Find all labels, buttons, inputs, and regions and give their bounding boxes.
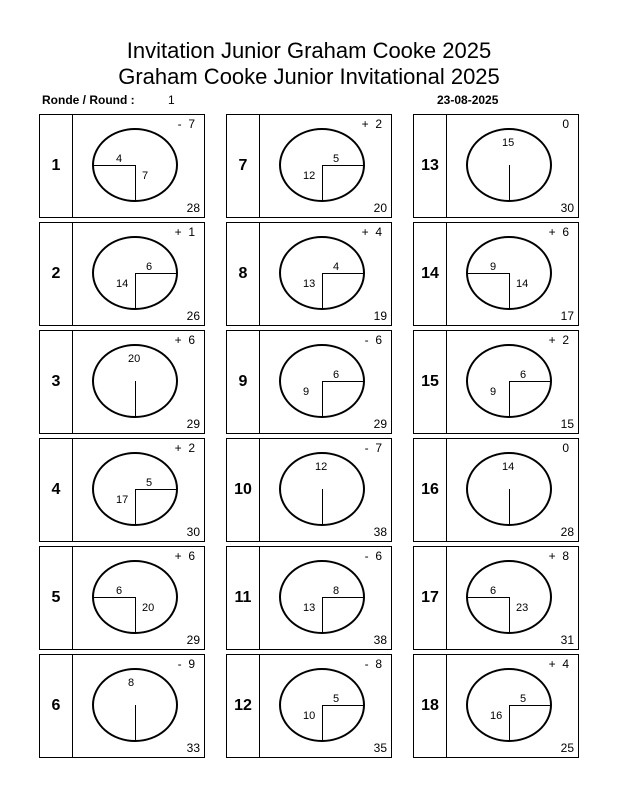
pin-side-distance: 13 (303, 278, 316, 290)
hole-number: 12 (227, 655, 260, 757)
pin-front-distance: 4 (116, 153, 123, 165)
pin-front-distance: 20 (128, 353, 141, 365)
pin-front-distance: 14 (502, 461, 515, 473)
score-to-par: + 4 (361, 225, 382, 239)
total-score: 15 (560, 417, 574, 431)
hole-card-8 (226, 222, 392, 326)
pin-side-line (509, 381, 551, 382)
pin-side-line (322, 165, 364, 166)
pin-depth-line (135, 597, 136, 633)
total-score: 19 (373, 309, 387, 323)
pin-depth-line (322, 381, 323, 417)
pin-side-distance: 12 (303, 170, 316, 182)
total-score: 26 (186, 309, 200, 323)
pin-side-line (93, 165, 135, 166)
hole-number: 4 (40, 439, 73, 541)
score-to-par: + 6 (174, 549, 195, 563)
pin-front-distance: 6 (116, 585, 123, 597)
total-score: 38 (373, 633, 387, 647)
pin-front-distance: 6 (333, 369, 340, 381)
pin-depth-line (322, 273, 323, 309)
pin-front-distance: 5 (333, 153, 340, 165)
total-score: 30 (186, 525, 200, 539)
score-to-par: - 7 (177, 117, 195, 131)
total-score: 30 (560, 201, 574, 215)
hole-card-3 (39, 330, 205, 434)
hole-number: 15 (414, 331, 447, 433)
hole-card-15 (413, 330, 579, 434)
pin-front-distance: 9 (490, 261, 497, 273)
total-score: 20 (373, 201, 387, 215)
pin-side-distance: 10 (303, 710, 316, 722)
pin-side-line (322, 381, 364, 382)
total-score: 25 (560, 741, 574, 755)
score-to-par: + 6 (548, 225, 569, 239)
pin-front-distance: 5 (333, 693, 340, 705)
round-number: 1 (168, 93, 175, 107)
pin-depth-line (135, 273, 136, 309)
pin-side-distance: 23 (516, 602, 529, 614)
pin-front-distance: 5 (146, 477, 153, 489)
pin-side-distance: 17 (116, 494, 129, 506)
pin-side-distance: 7 (142, 170, 149, 182)
hole-card-13 (413, 114, 579, 218)
score-to-par: + 6 (174, 333, 195, 347)
hole-number: 1 (40, 115, 73, 217)
score-to-par: - 6 (364, 549, 382, 563)
pin-depth-line (509, 273, 510, 309)
score-to-par: 0 (562, 441, 569, 455)
score-to-par: - 9 (177, 657, 195, 671)
total-score: 17 (560, 309, 574, 323)
hole-number: 9 (227, 331, 260, 433)
hole-card-7 (226, 114, 392, 218)
pin-depth-line (322, 705, 323, 741)
pin-side-distance: 13 (303, 602, 316, 614)
score-to-par: + 2 (174, 441, 195, 455)
score-to-par: + 2 (548, 333, 569, 347)
hole-number: 3 (40, 331, 73, 433)
pin-depth-line (135, 165, 136, 201)
score-to-par: - 6 (364, 333, 382, 347)
score-to-par: + 8 (548, 549, 569, 563)
total-score: 29 (186, 417, 200, 431)
hole-card-10 (226, 438, 392, 542)
hole-number: 5 (40, 547, 73, 649)
pin-side-line (467, 273, 509, 274)
pin-depth-line (322, 165, 323, 201)
hole-card-5 (39, 546, 205, 650)
date: 23-08-2025 (437, 93, 499, 107)
pin-depth-line (509, 381, 510, 417)
pin-front-distance: 8 (128, 677, 135, 689)
pin-depth-line (322, 597, 323, 633)
total-score: 33 (186, 741, 200, 755)
pin-front-distance: 6 (490, 585, 497, 597)
score-to-par: + 2 (361, 117, 382, 131)
hole-card-6 (39, 654, 205, 758)
total-score: 29 (373, 417, 387, 431)
hole-card-14 (413, 222, 579, 326)
hole-card-2 (39, 222, 205, 326)
total-score: 31 (560, 633, 574, 647)
hole-card-9 (226, 330, 392, 434)
pin-front-distance: 4 (333, 261, 340, 273)
pin-side-line (467, 597, 509, 598)
hole-number: 2 (40, 223, 73, 325)
hole-number: 16 (414, 439, 447, 541)
pin-front-distance: 12 (315, 461, 328, 473)
pin-front-distance: 5 (520, 693, 527, 705)
hole-card-4 (39, 438, 205, 542)
hole-card-16 (413, 438, 579, 542)
total-score: 28 (186, 201, 200, 215)
total-score: 38 (373, 525, 387, 539)
hole-number: 8 (227, 223, 260, 325)
score-to-par: - 7 (364, 441, 382, 455)
total-score: 28 (560, 525, 574, 539)
hole-card-11 (226, 546, 392, 650)
hole-number: 6 (40, 655, 73, 757)
title-line-1: Invitation Junior Graham Cooke 2025 (126, 38, 492, 63)
pin-depth-line (509, 489, 510, 525)
pin-side-line (322, 273, 364, 274)
total-score: 35 (373, 741, 387, 755)
pin-side-line (135, 489, 177, 490)
hole-card-12 (226, 654, 392, 758)
pin-front-distance: 15 (502, 137, 515, 149)
hole-card-1 (39, 114, 205, 218)
hole-number: 11 (227, 547, 260, 649)
score-to-par: - 8 (364, 657, 382, 671)
pin-side-line (322, 597, 364, 598)
hole-card-17 (413, 546, 579, 650)
hole-number: 10 (227, 439, 260, 541)
pin-depth-line (322, 489, 323, 525)
pin-side-line (509, 705, 551, 706)
pin-side-distance: 20 (142, 602, 155, 614)
hole-number: 14 (414, 223, 447, 325)
pin-side-distance: 14 (516, 278, 529, 290)
pin-side-distance: 9 (303, 386, 310, 398)
hole-number: 13 (414, 115, 447, 217)
pin-depth-line (135, 489, 136, 525)
round-label: Ronde / Round : (42, 93, 135, 107)
score-to-par: + 4 (548, 657, 569, 671)
title-line-2: Graham Cooke Junior Invitational 2025 (118, 64, 500, 89)
pin-depth-line (509, 705, 510, 741)
pin-depth-line (135, 381, 136, 417)
total-score: 29 (186, 633, 200, 647)
pin-side-distance: 16 (490, 710, 503, 722)
hole-card-18 (413, 654, 579, 758)
pin-front-distance: 6 (146, 261, 153, 273)
pin-side-distance: 9 (490, 386, 497, 398)
pin-front-distance: 8 (333, 585, 340, 597)
score-to-par: 0 (562, 117, 569, 131)
score-to-par: + 1 (174, 225, 195, 239)
pin-side-line (322, 705, 364, 706)
hole-number: 7 (227, 115, 260, 217)
hole-number: 17 (414, 547, 447, 649)
pin-side-line (135, 273, 177, 274)
hole-number: 18 (414, 655, 447, 757)
pin-depth-line (509, 597, 510, 633)
pin-depth-line (509, 165, 510, 201)
pin-side-line (93, 597, 135, 598)
pin-depth-line (135, 705, 136, 741)
pin-side-distance: 14 (116, 278, 129, 290)
pin-front-distance: 6 (520, 369, 527, 381)
